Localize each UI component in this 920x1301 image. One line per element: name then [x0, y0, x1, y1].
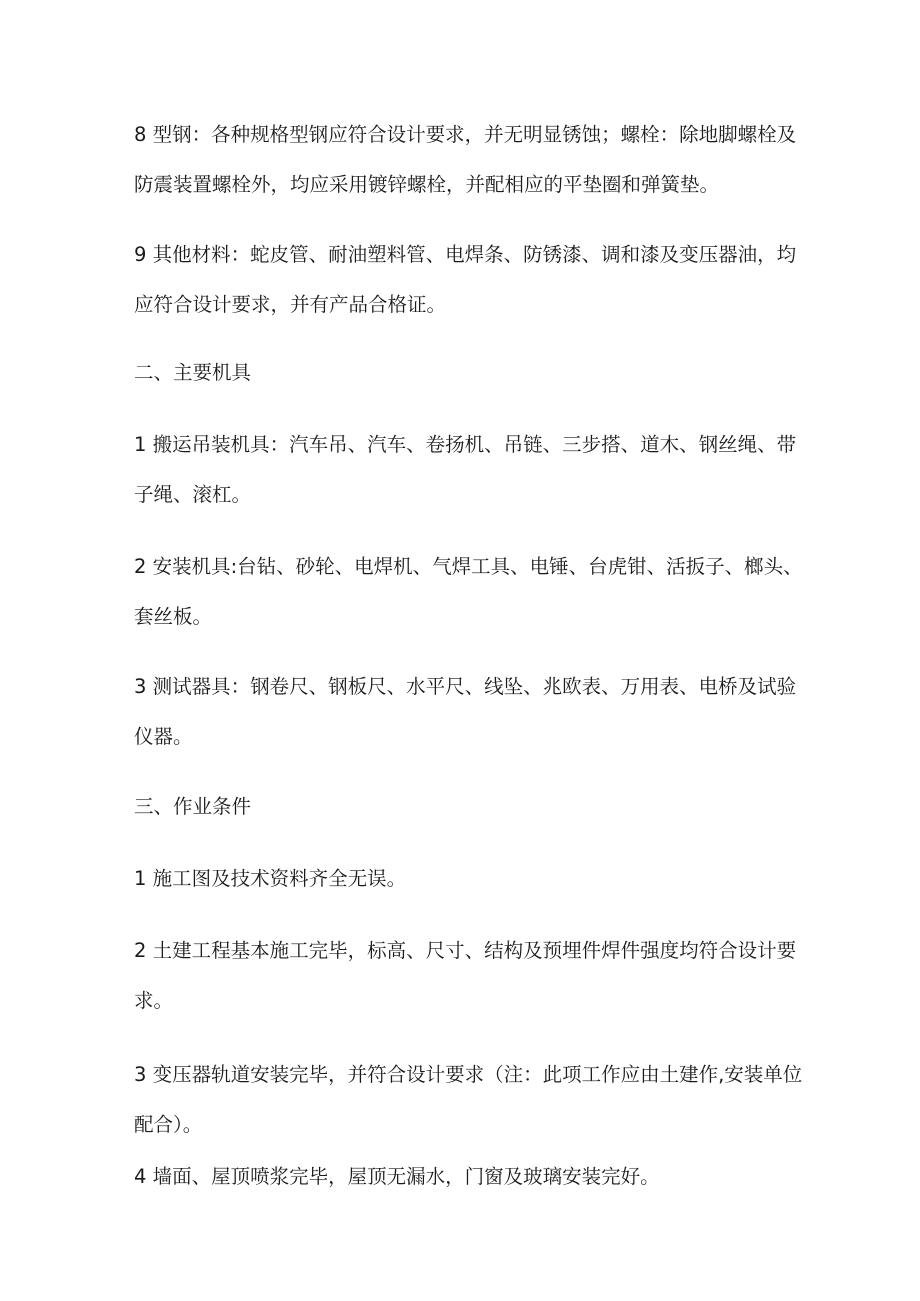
paragraph-walls-roof: 4 墙面、屋顶喷浆完毕，屋顶无漏水，门窗及玻璃安装完好。: [134, 1165, 660, 1188]
paragraph-testing-instruments: 3 测试器具：钢卷尺、钢板尺、水平尺、线坠、兆欧表、万用表、电桥及试验仪器。: [134, 675, 797, 748]
paragraph-lifting-tools: 1 搬运吊装机具：汽车吊、汽车、卷扬机、吊链、三步搭、道木、钢丝绳、带子绳、滚杠。: [134, 433, 797, 506]
paragraph-installation-tools: 2 安装机具:台钻、砂轮、电焊机、气焊工具、电锤、台虎钳、活扳子、榔头、套丝板。: [134, 555, 803, 628]
paragraph-transformer-rail: 3 变压器轨道安装完毕，并符合设计要求（注：此项工作应由土建作,安装单位配合）。: [134, 1063, 803, 1136]
paragraph-drawings-complete: 1 施工图及技术资料齐全无误。: [134, 867, 407, 890]
paragraph-other-materials: 9 其他材料：蛇皮管、耐油塑料管、电焊条、防锈漆、调和漆及变压器油，均应符合设计要求，并有产品合格证。: [134, 243, 797, 316]
section-heading-main-tools: 二、主要机具: [134, 361, 252, 384]
section-heading-work-conditions: 三、作业条件: [134, 795, 252, 818]
paragraph-civil-works-complete: 2 土建工程基本施工完毕，标高、尺寸、结构及预埋件焊件强度均符合设计要求。: [134, 939, 797, 1012]
paragraph-steel-and-bolts: 8 型钢：各种规格型钢应符合设计要求，并无明显锈蚀；螺栓：除地脚螺栓及防震装置螺栓外，均应采用镀锌螺栓，并配相应的平垫圈和弹簧垫。: [134, 123, 797, 196]
